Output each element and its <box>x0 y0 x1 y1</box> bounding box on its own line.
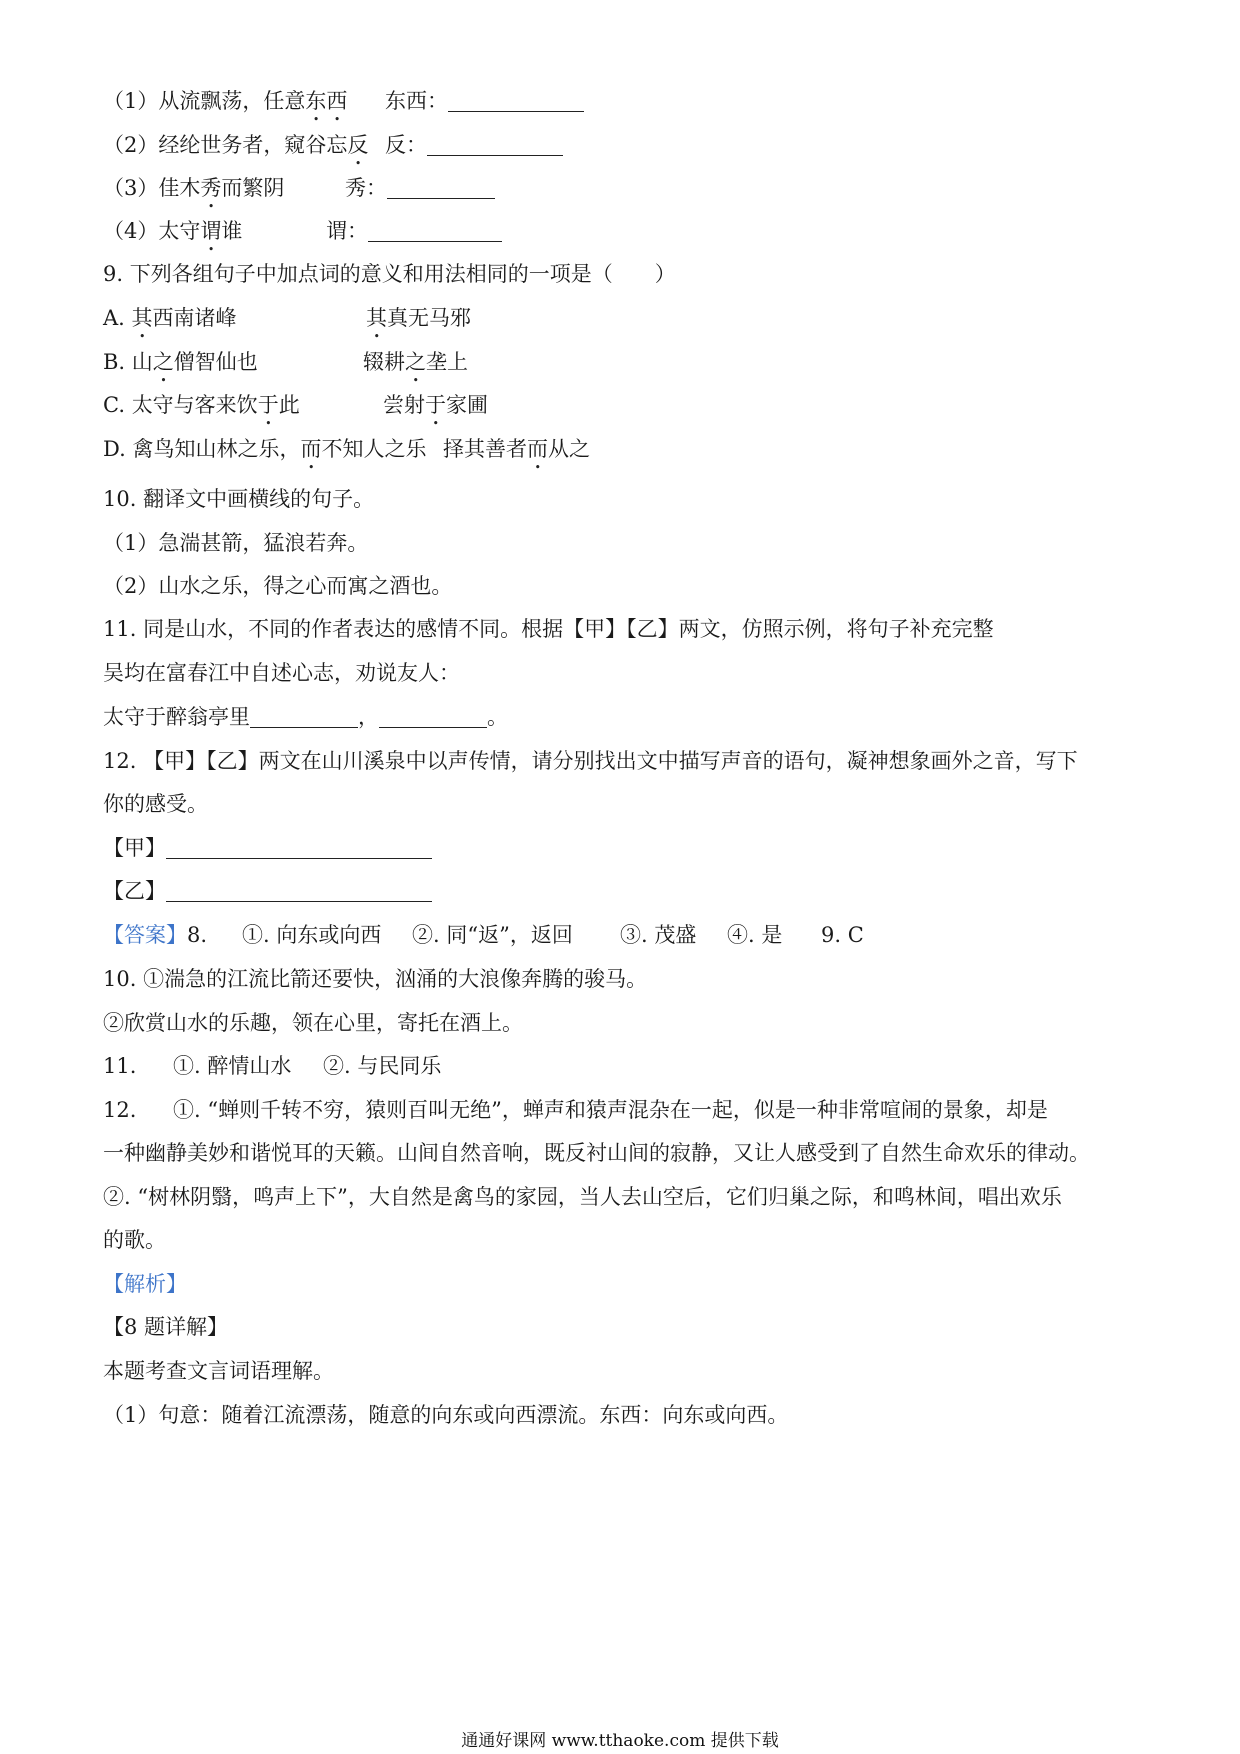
q8-item-3-answer <box>345 173 495 203</box>
q9-option-c-part1: 太守与客来饮于此 <box>131 393 300 417</box>
q8-item-4-post: 谁 <box>221 219 243 243</box>
q8-item-3-dotted: 秀 <box>200 176 222 200</box>
answer-q12-line-4: 的歌。 <box>103 1228 166 1252</box>
q8-item-1-pre: 从流飘荡，任意 <box>158 89 306 113</box>
q8-item-4-blank[interactable] <box>368 221 502 242</box>
q8-item-2-pre: 经纶世务者，窥谷忘 <box>158 133 348 157</box>
q9-option-b[interactable] <box>103 347 258 387</box>
answer-q12-line-3: ②. “树林阴翳，鸣声上下”，大自然是禽鸟的家园，当人去山空后，它们归巢之际，和鸣林间，唱出欢乐 <box>103 1185 1062 1209</box>
q8-item-4-answer <box>326 216 502 246</box>
q9-option-d-letter: D. <box>103 437 126 461</box>
q10-sentence-2: （2）山水之乐，得之心而寓之酒也。 <box>103 574 453 598</box>
q11-comma: ， <box>358 705 379 729</box>
answer-tag: 【答案】 <box>103 923 187 947</box>
answer-tag-line <box>103 920 207 950</box>
analysis-intro: 本题考查文言词语理解。 <box>103 1359 334 1383</box>
q8-item-2-dotted: 反 <box>347 133 369 157</box>
answer-q8-a3: ③. 茂盛 <box>620 923 697 947</box>
q8-item-2-answer <box>385 130 563 160</box>
q8-item-1 <box>103 86 347 126</box>
q9-option-a[interactable] <box>103 303 237 343</box>
q11-fill-line <box>103 702 508 732</box>
q8-item-4-num: （4） <box>103 219 159 243</box>
analysis-item-1: （1）句意：随着江流漂荡，随意的向东或向西漂流。东西：向东或向西。 <box>103 1403 789 1427</box>
q8-item-3-post: 而繁阴 <box>221 176 285 200</box>
q8-item-1-dotted: 东西 <box>305 89 348 113</box>
q8-item-2-label: 反： <box>385 133 427 157</box>
q9-option-a-letter: A. <box>103 306 125 330</box>
answer-q10-1: 10. ①湍急的江流比箭还要快，汹涌的大浪像奔腾的骏马。 <box>103 967 648 991</box>
q8-item-3-num: （3） <box>103 176 159 200</box>
q8-item-4-pre: 太守 <box>158 219 201 243</box>
q11-fill-pre: 太守于醉翁亭里 <box>103 705 250 729</box>
q11-blank-1[interactable] <box>250 707 358 728</box>
q8-item-2 <box>103 130 368 170</box>
answer-q8-a4: ④. 是 <box>727 923 783 947</box>
q11-example: 吴均在富春江中自述心志，劝说友人： <box>103 661 460 685</box>
q8-item-3-label: 秀： <box>345 176 387 200</box>
q10-stem: 10. 翻译文中画横线的句子。 <box>103 487 375 511</box>
q9-stem <box>103 259 676 289</box>
answer-q12-num: 12. <box>103 1098 137 1122</box>
q10-sentence-1: （1）急湍甚箭，猛浪若奔。 <box>103 531 369 555</box>
q12-yi-label: 【乙】 <box>103 879 166 903</box>
q8-item-1-answer <box>385 86 584 116</box>
page-footer: 通通好课网 www.tthaoke.com 提供下载 <box>461 1731 779 1751</box>
q9-option-c-letter: C. <box>103 393 125 417</box>
q8-item-1-blank[interactable] <box>448 91 584 112</box>
q8-item-4-dotted: 谓 <box>200 219 222 243</box>
q9-option-a-part2: 其真无马邪 <box>366 306 471 330</box>
answer-q12-line-2: 一种幽静美妙和谐悦耳的天籁。山间自然音响，既反衬山间的寂静，又让人感受到了自然生命欢乐的律动。 <box>103 1141 1090 1165</box>
q9-option-d-part2: 择其善者而从之 <box>443 437 590 461</box>
answer-q9: 9. C <box>821 923 864 947</box>
q8-item-4-label: 谓： <box>326 219 368 243</box>
answer-q11-a2: ②. 与民同乐 <box>323 1054 442 1078</box>
q9-stem-text: 9. 下列各组句子中加点词的意义和用法相同的一项是（ ） <box>103 262 676 286</box>
q11-period: 。 <box>487 705 508 729</box>
q9-option-d-part1: 禽鸟知山林之乐，而不知人之乐 <box>132 437 427 461</box>
q9-option-a-part1: 其西南诸峰 <box>131 306 237 330</box>
answer-q11-num: 11. <box>103 1054 137 1078</box>
analysis-q8-head: 【8 题详解】 <box>103 1315 229 1339</box>
q12-jia-blank[interactable] <box>166 838 432 859</box>
answer-q12-line-1: ①. “蝉则千转不穷，猿则百叫无绝”，蝉声和猿声混杂在一起，似是一种非常喧闹的景象，却是 <box>173 1098 1048 1122</box>
q9-option-b-part2: 辍耕之垄上 <box>363 350 468 374</box>
q8-item-1-label: 东西： <box>385 89 448 113</box>
q9-option-b-part1: 山之僧智仙也 <box>131 350 258 374</box>
q12-yi-line <box>103 876 432 906</box>
q9-option-d[interactable] <box>103 434 426 474</box>
q8-item-4 <box>103 216 242 256</box>
q8-item-3-pre: 佳木 <box>158 176 201 200</box>
q12-yi-blank[interactable] <box>166 881 432 902</box>
analysis-tag: 【解析】 <box>103 1272 187 1296</box>
q8-item-2-blank[interactable] <box>427 135 563 156</box>
q12-stem-line-2: 你的感受。 <box>103 792 208 816</box>
q9-option-c[interactable] <box>103 390 300 430</box>
q11-stem: 11. 同是山水，不同的作者表达的感情不同。根据【甲】【乙】两文，仿照示例，将句子补充完整 <box>103 617 994 641</box>
q12-jia-label: 【甲】 <box>103 836 166 860</box>
answer-q11-a1: ①. 醉情山水 <box>173 1054 292 1078</box>
q9-option-b-letter: B. <box>103 350 126 374</box>
q8-item-1-num: （1） <box>103 89 159 113</box>
q8-item-3 <box>103 173 284 213</box>
q11-blank-2[interactable] <box>379 707 487 728</box>
q12-stem-line-1: 12. 【甲】【乙】两文在山川溪泉中以声传情，请分别找出文中描写声音的语句，凝神想象画外之音，写下 <box>103 749 1078 773</box>
q8-item-3-blank[interactable] <box>387 178 495 199</box>
answer-q8-a2: ②. 同“返”，返回 <box>412 923 573 947</box>
q8-item-2-num: （2） <box>103 133 159 157</box>
q9-option-c-part2: 尝射于家圃 <box>383 393 488 417</box>
answer-q8-a1: ①. 向东或向西 <box>242 923 382 947</box>
answer-q8-num: 8. <box>187 923 208 947</box>
q12-jia-line <box>103 833 432 863</box>
answer-q10-2: ②欣赏山水的乐趣，领在心里，寄托在酒上。 <box>103 1011 523 1035</box>
